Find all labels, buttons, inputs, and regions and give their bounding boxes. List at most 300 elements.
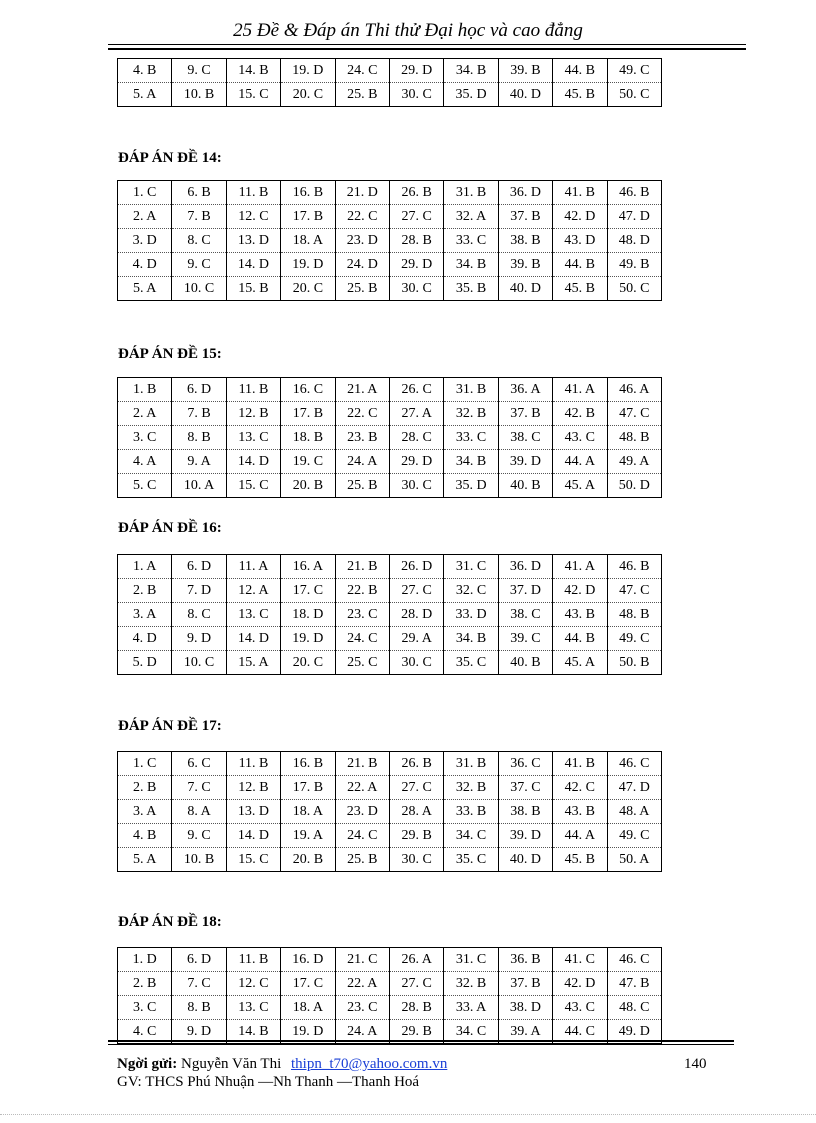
sender-name: Nguyễn Văn Thi xyxy=(180,1056,282,1072)
answer-cell: 47. B xyxy=(607,972,661,996)
answer-cell: 12. B xyxy=(226,402,280,426)
answer-cell: 11. B xyxy=(226,378,280,402)
answer-cell: 26. A xyxy=(389,948,443,972)
answer-cell: 46. C xyxy=(607,948,661,972)
table-row xyxy=(118,253,662,277)
answer-cell: 28. C xyxy=(389,426,443,450)
answer-cell: 35. B xyxy=(444,277,498,301)
answer-cell: 20. C xyxy=(281,83,335,107)
answer-cell: 18. B xyxy=(281,426,335,450)
answer-cell: 40. B xyxy=(498,474,552,498)
table-row xyxy=(118,474,662,498)
answer-cell: 30. C xyxy=(389,651,443,675)
answer-cell: 17. C xyxy=(281,972,335,996)
answer-cell: 5. A xyxy=(118,83,172,107)
answer-cell: 35. C xyxy=(444,651,498,675)
answer-cell: 34. B xyxy=(444,627,498,651)
answer-cell: 5. C xyxy=(118,474,172,498)
answer-cell: 23. D xyxy=(335,229,389,253)
answer-cell: 19. C xyxy=(281,450,335,474)
answer-cell: 13. D xyxy=(226,800,280,824)
answer-cell: 17. B xyxy=(281,402,335,426)
answer-cell: 12. B xyxy=(226,776,280,800)
table-row xyxy=(118,59,662,83)
table-row xyxy=(118,800,662,824)
answer-cell: 42. B xyxy=(553,402,607,426)
answer-cell: 34. B xyxy=(444,450,498,474)
answer-cell: 40. B xyxy=(498,651,552,675)
answer-cell: 45. B xyxy=(553,848,607,872)
answer-cell: 47. C xyxy=(607,579,661,603)
answer-cell: 7. C xyxy=(172,972,226,996)
answer-cell: 2. A xyxy=(118,402,172,426)
section-title: ĐÁP ÁN ĐỀ 17: xyxy=(118,718,222,734)
answer-cell: 40. D xyxy=(498,277,552,301)
table-row xyxy=(118,627,662,651)
answer-cell: 30. C xyxy=(389,277,443,301)
answer-cell: 21. D xyxy=(335,181,389,205)
answer-cell: 29. D xyxy=(389,253,443,277)
answer-cell: 13. C xyxy=(226,426,280,450)
section-title: ĐÁP ÁN ĐỀ 14: xyxy=(118,150,222,166)
answer-cell: 22. B xyxy=(335,579,389,603)
answer-cell: 22. C xyxy=(335,205,389,229)
answer-cell: 47. D xyxy=(607,205,661,229)
answer-cell: 33. A xyxy=(444,996,498,1020)
answer-cell: 8. A xyxy=(172,800,226,824)
answer-cell: 26. B xyxy=(389,752,443,776)
answer-cell: 29. B xyxy=(389,1020,443,1044)
answer-cell: 43. C xyxy=(553,426,607,450)
answer-cell: 39. D xyxy=(498,450,552,474)
answer-cell: 25. C xyxy=(335,651,389,675)
answer-cell: 44. A xyxy=(553,450,607,474)
answer-cell: 39. D xyxy=(498,824,552,848)
answer-cell: 34. B xyxy=(444,253,498,277)
answer-cell: 50. A xyxy=(607,848,661,872)
answer-cell: 49. C xyxy=(607,627,661,651)
answer-cell: 42. C xyxy=(553,776,607,800)
table-row xyxy=(118,83,662,107)
answer-cell: 5. A xyxy=(118,848,172,872)
answer-cell: 13. C xyxy=(226,603,280,627)
answer-cell: 46. C xyxy=(607,752,661,776)
answer-cell: 37. D xyxy=(498,579,552,603)
answer-cell: 28. D xyxy=(389,603,443,627)
header-title: 25 Đề & Đáp án Thi thử Đại học và cao đẳng xyxy=(233,20,583,41)
table-row xyxy=(118,555,662,579)
answer-cell: 48. D xyxy=(607,229,661,253)
answer-cell: 9. D xyxy=(172,1020,226,1044)
answer-cell: 17. C xyxy=(281,579,335,603)
answer-cell: 29. D xyxy=(389,450,443,474)
answer-cell: 9. D xyxy=(172,627,226,651)
answer-cell: 35. C xyxy=(444,848,498,872)
answer-cell: 33. C xyxy=(444,426,498,450)
answer-cell: 26. D xyxy=(389,555,443,579)
table-row xyxy=(118,426,662,450)
answer-cell: 5. D xyxy=(118,651,172,675)
answer-cell: 32. B xyxy=(444,972,498,996)
table-row xyxy=(118,277,662,301)
answer-cell: 32. A xyxy=(444,205,498,229)
answer-cell: 25. B xyxy=(335,474,389,498)
answer-cell: 2. B xyxy=(118,972,172,996)
answer-cell: 43. B xyxy=(553,800,607,824)
answer-cell: 27. C xyxy=(389,205,443,229)
table-row xyxy=(118,181,662,205)
answer-cell: 29. D xyxy=(389,59,443,83)
answer-cell: 15. A xyxy=(226,651,280,675)
answer-cell: 33. C xyxy=(444,229,498,253)
answer-cell: 31. B xyxy=(444,378,498,402)
answer-cell: 15. C xyxy=(226,83,280,107)
answer-cell: 6. B xyxy=(172,181,226,205)
answer-cell: 12. C xyxy=(226,205,280,229)
answer-cell: 31. B xyxy=(444,181,498,205)
table-row xyxy=(118,603,662,627)
answer-cell: 16. B xyxy=(281,181,335,205)
answer-cell: 29. A xyxy=(389,627,443,651)
answer-cell: 20. C xyxy=(281,651,335,675)
answer-cell: 18. A xyxy=(281,800,335,824)
answer-cell: 40. D xyxy=(498,83,552,107)
answer-cell: 33. B xyxy=(444,800,498,824)
answer-cell: 4. C xyxy=(118,1020,172,1044)
answer-cell: 17. B xyxy=(281,205,335,229)
answer-cell: 43. D xyxy=(553,229,607,253)
answer-cell: 9. C xyxy=(172,59,226,83)
header-rule xyxy=(108,44,746,45)
answer-cell: 10. B xyxy=(172,848,226,872)
table-row xyxy=(118,776,662,800)
answer-cell: 33. D xyxy=(444,603,498,627)
answer-cell: 3. A xyxy=(118,603,172,627)
answer-cell: 26. C xyxy=(389,378,443,402)
answer-cell: 23. C xyxy=(335,996,389,1020)
answer-cell: 19. D xyxy=(281,59,335,83)
answer-cell: 13. C xyxy=(226,996,280,1020)
answer-cell: 41. B xyxy=(553,181,607,205)
answer-cell: 46. A xyxy=(607,378,661,402)
answer-cell: 36. D xyxy=(498,181,552,205)
answer-cell: 11. B xyxy=(226,948,280,972)
answer-cell: 44. C xyxy=(553,1020,607,1044)
answer-cell: 23. D xyxy=(335,800,389,824)
answer-cell: 21. B xyxy=(335,555,389,579)
footer-school: GV: THCS Phú Nhuận —Nh Thanh —Thanh Hoá xyxy=(117,1074,420,1090)
answer-cell: 25. B xyxy=(335,277,389,301)
answer-cell: 46. B xyxy=(607,181,661,205)
answer-cell: 7. D xyxy=(172,579,226,603)
answer-cell: 8. C xyxy=(172,603,226,627)
answer-cell: 20. C xyxy=(281,277,335,301)
answer-cell: 14. B xyxy=(226,59,280,83)
answer-cell: 50. C xyxy=(607,277,661,301)
answer-cell: 30. C xyxy=(389,474,443,498)
answer-cell: 37. B xyxy=(498,402,552,426)
answer-cell: 50. C xyxy=(607,83,661,107)
answer-cell: 38. D xyxy=(498,996,552,1020)
answer-cell: 41. A xyxy=(553,555,607,579)
answer-cell: 50. D xyxy=(607,474,661,498)
answer-cell: 44. A xyxy=(553,824,607,848)
footer-rule-thick xyxy=(108,1040,734,1042)
answer-cell: 16. D xyxy=(281,948,335,972)
answer-cell: 3. A xyxy=(118,800,172,824)
answer-cell: 49. B xyxy=(607,253,661,277)
answer-cell: 36. A xyxy=(498,378,552,402)
answer-cell: 22. A xyxy=(335,776,389,800)
answer-cell: 31. C xyxy=(444,948,498,972)
answer-cell: 28. B xyxy=(389,229,443,253)
answer-cell: 27. A xyxy=(389,402,443,426)
table-row xyxy=(118,579,662,603)
answer-cell: 4. B xyxy=(118,824,172,848)
answer-cell: 34. C xyxy=(444,824,498,848)
answer-cell: 9. C xyxy=(172,824,226,848)
answer-cell: 15. C xyxy=(226,848,280,872)
answer-cell: 1. C xyxy=(118,181,172,205)
answer-cell: 39. C xyxy=(498,627,552,651)
table-row xyxy=(118,378,662,402)
answer-cell: 17. B xyxy=(281,776,335,800)
answer-cell: 24. C xyxy=(335,824,389,848)
answer-cell: 21. B xyxy=(335,752,389,776)
answer-cell: 3. D xyxy=(118,229,172,253)
answer-cell: 11. B xyxy=(226,752,280,776)
page-edge-dots xyxy=(0,1114,816,1115)
answer-cell: 42. D xyxy=(553,579,607,603)
answer-table xyxy=(117,180,662,301)
answer-cell: 10. B xyxy=(172,83,226,107)
answer-cell: 29. B xyxy=(389,824,443,848)
answer-cell: 26. B xyxy=(389,181,443,205)
answer-cell: 19. D xyxy=(281,1020,335,1044)
answer-cell: 4. A xyxy=(118,450,172,474)
answer-cell: 36. C xyxy=(498,752,552,776)
answer-cell: 14. B xyxy=(226,1020,280,1044)
answer-cell: 32. B xyxy=(444,776,498,800)
table-row xyxy=(118,205,662,229)
table-row xyxy=(118,848,662,872)
answer-table xyxy=(117,377,662,498)
answer-cell: 49. C xyxy=(607,824,661,848)
answer-cell: 24. C xyxy=(335,627,389,651)
answer-cell: 45. B xyxy=(553,277,607,301)
answer-table xyxy=(117,554,662,675)
answer-cell: 36. D xyxy=(498,555,552,579)
answer-cell: 47. C xyxy=(607,402,661,426)
answer-cell: 41. C xyxy=(553,948,607,972)
answer-cell: 46. B xyxy=(607,555,661,579)
footer-sender xyxy=(117,1056,447,1073)
answer-cell: 7. B xyxy=(172,402,226,426)
answer-cell: 45. A xyxy=(553,651,607,675)
answer-cell: 16. C xyxy=(281,378,335,402)
answer-cell: 45. B xyxy=(553,83,607,107)
answer-cell: 3. C xyxy=(118,426,172,450)
answer-cell: 37. B xyxy=(498,972,552,996)
answer-cell: 12. C xyxy=(226,972,280,996)
answer-cell: 19. D xyxy=(281,627,335,651)
answer-cell: 28. B xyxy=(389,996,443,1020)
answer-cell: 34. C xyxy=(444,1020,498,1044)
answer-cell: 15. C xyxy=(226,474,280,498)
answer-cell: 48. B xyxy=(607,603,661,627)
answer-cell: 48. B xyxy=(607,426,661,450)
answer-cell: 27. C xyxy=(389,579,443,603)
answer-cell: 48. A xyxy=(607,800,661,824)
answer-cell: 32. C xyxy=(444,579,498,603)
answer-cell: 25. B xyxy=(335,848,389,872)
answer-table xyxy=(117,947,662,1044)
answer-cell: 3. C xyxy=(118,996,172,1020)
answer-cell: 11. A xyxy=(226,555,280,579)
answer-cell: 22. C xyxy=(335,402,389,426)
answer-cell: 49. C xyxy=(607,59,661,83)
answer-cell: 24. A xyxy=(335,450,389,474)
table-row xyxy=(118,948,662,972)
answer-cell: 30. C xyxy=(389,83,443,107)
answer-cell: 10. A xyxy=(172,474,226,498)
answer-cell: 2. A xyxy=(118,205,172,229)
answer-cell: 2. B xyxy=(118,776,172,800)
answer-cell: 8. B xyxy=(172,996,226,1020)
answer-cell: 1. C xyxy=(118,752,172,776)
answer-cell: 21. C xyxy=(335,948,389,972)
answer-cell: 5. A xyxy=(118,277,172,301)
answer-cell: 21. A xyxy=(335,378,389,402)
answer-cell: 19. D xyxy=(281,253,335,277)
answer-cell: 6. D xyxy=(172,378,226,402)
answer-cell: 34. B xyxy=(444,59,498,83)
table-row xyxy=(118,824,662,848)
answer-cell: 7. B xyxy=(172,205,226,229)
answer-cell: 35. D xyxy=(444,474,498,498)
answer-cell: 10. C xyxy=(172,277,226,301)
answer-cell: 23. B xyxy=(335,426,389,450)
answer-cell: 20. B xyxy=(281,474,335,498)
table-row xyxy=(118,229,662,253)
answer-cell: 1. D xyxy=(118,948,172,972)
answer-cell: 45. A xyxy=(553,474,607,498)
answer-cell: 24. C xyxy=(335,59,389,83)
table-row xyxy=(118,450,662,474)
answer-cell: 19. A xyxy=(281,824,335,848)
answer-cell: 1. B xyxy=(118,378,172,402)
answer-cell: 6. C xyxy=(172,752,226,776)
answer-cell: 10. C xyxy=(172,651,226,675)
answer-cell: 50. B xyxy=(607,651,661,675)
answer-cell: 9. A xyxy=(172,450,226,474)
answer-cell: 35. D xyxy=(444,83,498,107)
table-row xyxy=(118,996,662,1020)
answer-cell: 24. D xyxy=(335,253,389,277)
answer-cell: 1. A xyxy=(118,555,172,579)
answer-cell: 36. B xyxy=(498,948,552,972)
answer-cell: 20. B xyxy=(281,848,335,872)
answer-cell: 6. D xyxy=(172,555,226,579)
answer-cell: 14. D xyxy=(226,253,280,277)
answer-cell: 15. B xyxy=(226,277,280,301)
answer-cell: 8. C xyxy=(172,229,226,253)
answer-cell: 48. C xyxy=(607,996,661,1020)
answer-cell: 7. C xyxy=(172,776,226,800)
answer-cell: 41. A xyxy=(553,378,607,402)
answer-cell: 38. C xyxy=(498,603,552,627)
answer-table xyxy=(117,58,662,107)
answer-cell: 23. C xyxy=(335,603,389,627)
answer-cell: 4. B xyxy=(118,59,172,83)
table-row xyxy=(118,651,662,675)
answer-cell: 40. D xyxy=(498,848,552,872)
answer-cell: 8. B xyxy=(172,426,226,450)
footer-rule xyxy=(108,1044,734,1045)
table-row xyxy=(118,972,662,996)
table-row xyxy=(118,402,662,426)
table-row xyxy=(118,752,662,776)
answer-cell: 38. C xyxy=(498,426,552,450)
answer-cell: 24. A xyxy=(335,1020,389,1044)
answer-cell: 12. A xyxy=(226,579,280,603)
answer-cell: 16. B xyxy=(281,752,335,776)
answer-cell: 30. C xyxy=(389,848,443,872)
answer-cell: 28. A xyxy=(389,800,443,824)
answer-cell: 14. D xyxy=(226,824,280,848)
answer-cell: 47. D xyxy=(607,776,661,800)
answer-cell: 31. B xyxy=(444,752,498,776)
section-title: ĐÁP ÁN ĐỀ 18: xyxy=(118,914,222,930)
answer-cell: 14. D xyxy=(226,627,280,651)
page-number: 140 xyxy=(684,1056,707,1072)
answer-table xyxy=(117,751,662,872)
sender-email-link[interactable]: thipn_t70@yahoo.com.vn xyxy=(291,1056,448,1072)
answer-cell: 14. D xyxy=(226,450,280,474)
answer-cell: 32. B xyxy=(444,402,498,426)
answer-cell: 22. A xyxy=(335,972,389,996)
answer-cell: 42. D xyxy=(553,972,607,996)
answer-cell: 2. B xyxy=(118,579,172,603)
answer-cell: 41. B xyxy=(553,752,607,776)
answer-cell: 39. A xyxy=(498,1020,552,1044)
answer-cell: 6. D xyxy=(172,948,226,972)
answer-cell: 43. B xyxy=(553,603,607,627)
answer-cell: 42. D xyxy=(553,205,607,229)
answer-cell: 16. A xyxy=(281,555,335,579)
answer-cell: 39. B xyxy=(498,59,552,83)
answer-cell: 18. A xyxy=(281,229,335,253)
answer-cell: 39. B xyxy=(498,253,552,277)
answer-cell: 49. A xyxy=(607,450,661,474)
section-title: ĐÁP ÁN ĐỀ 16: xyxy=(118,520,222,536)
answer-cell: 27. C xyxy=(389,972,443,996)
answer-cell: 38. B xyxy=(498,800,552,824)
answer-cell: 38. B xyxy=(498,229,552,253)
answer-cell: 4. D xyxy=(118,253,172,277)
answer-cell: 44. B xyxy=(553,59,607,83)
answer-cell: 25. B xyxy=(335,83,389,107)
answer-cell: 18. A xyxy=(281,996,335,1020)
answer-cell: 27. C xyxy=(389,776,443,800)
answer-cell: 44. B xyxy=(553,627,607,651)
answer-cell: 43. C xyxy=(553,996,607,1020)
answer-cell: 4. D xyxy=(118,627,172,651)
answer-cell: 11. B xyxy=(226,181,280,205)
answer-cell: 18. D xyxy=(281,603,335,627)
answer-cell: 44. B xyxy=(553,253,607,277)
answer-cell: 37. B xyxy=(498,205,552,229)
